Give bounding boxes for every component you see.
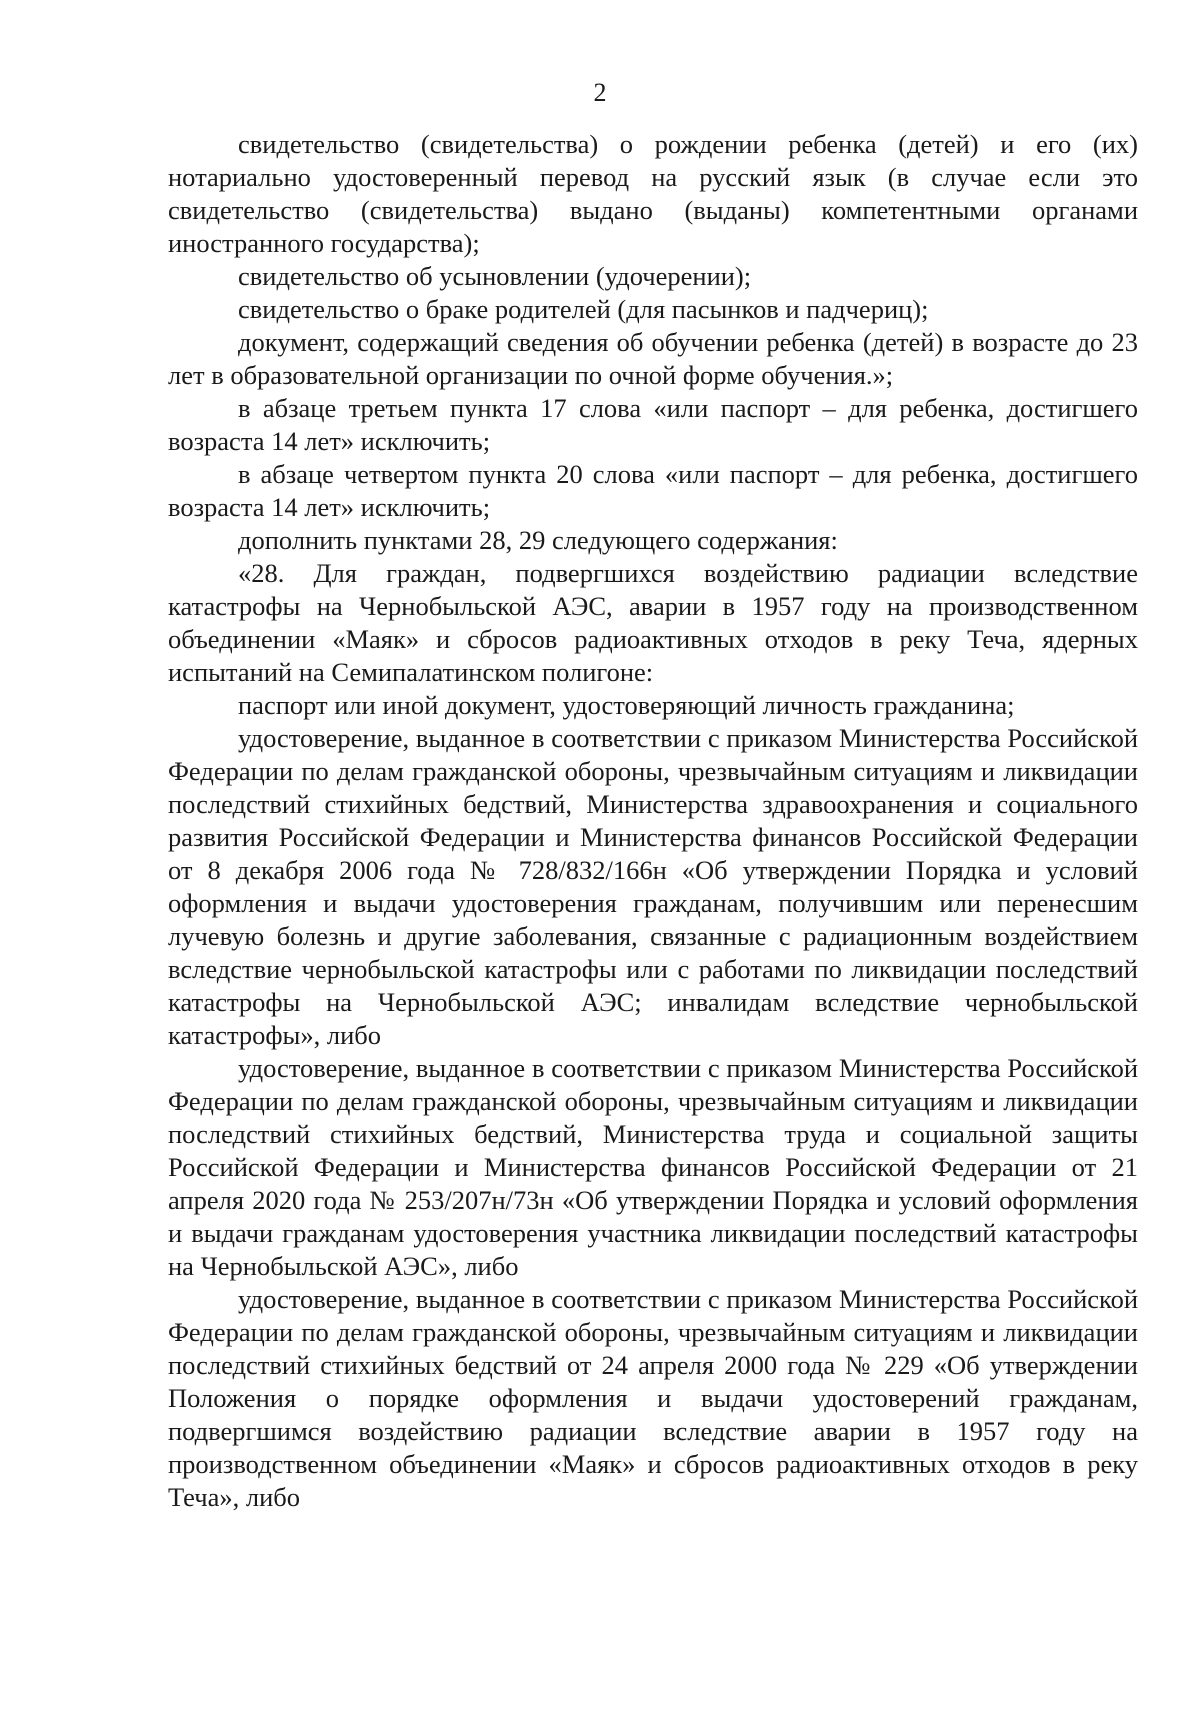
paragraph-add-items: дополнить пунктами 28, 29 следующего содержания: — [238, 525, 838, 555]
paragraph-item-28: «28. Для граждан, подвергшихся воздействию радиации вследствие катастрофы на Чернобыльской АЭС, аварии в 1957 году на производственном объединении «Маяк» и сбросов радиоактивных отходов в реку Теча, ядерных испытаний на Семипалатинском полигоне: — [168, 558, 1138, 687]
paragraph-birth-certificate: свидетельство (свидетельства) о рождении ребенка (детей) и его (их) нотариально удостоверенный перевод на русский язык (в случае если это свидетельство (свидетельства) выдано (выданы) компетентными органами иностранного государства); — [168, 129, 1138, 258]
paragraph-certificate-2000: удостоверение, выданное в соответствии с приказом Министерства Российской Федерации по делам гражданской обороны, чрезвычайным ситуациям и ликвидации последствий стихийных бедствий от 24 апреля 2000 года № 229 «Об утверждении Положения о порядке оформления и выдачи удостоверений гражданам, подвергшимся воздействию радиации вследствие аварии в 1957 году на производственном объединении «Маяк» и сбросов радиоактивных отходов в реку Теча», либо — [168, 1284, 1138, 1512]
document-body — [168, 128, 1138, 1514]
paragraph-passport: паспорт или иной документ, удостоверяющий личность гражданина; — [238, 690, 1015, 720]
paragraph-item-20-amendment: в абзаце четвертом пункта 20 слова «или паспорт – для ребенка, достигшего возраста 14 лет» исключить; — [168, 459, 1138, 522]
paragraph-certificate-2006: удостоверение, выданное в соответствии с приказом Министерства Российской Федерации по делам гражданской обороны, чрезвычайным ситуациям и ликвидации последствий стихийных бедствий, Министерства здравоохранения и социального развития Российской Федерации и Министерства финансов Российской Федерации от 8 декабря 2006 года № 728/832/166н «Об утверждении Порядка и условий оформления и выдачи удостоверения гражданам, получившим или перенесшим лучевую болезнь и другие заболевания, связанные с радиационным воздействием вследствие чернобыльской катастрофы или с работами по ликвидации последствий катастрофы на Чернобыльской АЭС; инвалидам вследствие чернобыльской катастрофы», либо — [168, 723, 1138, 1050]
paragraph-item-17-amendment: в абзаце третьем пункта 17 слова «или паспорт – для ребенка, достигшего возраста 14 лет» исключить; — [168, 393, 1138, 456]
page-number: 2 — [593, 78, 607, 107]
paragraph-marriage-certificate: свидетельство о браке родителей (для пасынков и падчериц); — [238, 294, 929, 324]
paragraph-certificate-2020: удостоверение, выданное в соответствии с приказом Министерства Российской Федерации по делам гражданской обороны, чрезвычайным ситуациям и ликвидации последствий стихийных бедствий, Министерства труда и социальной защиты Российской Федерации и Министерства финансов Российской Федерации от 21 апреля 2020 года № 253/207н/73н «Об утверждении Порядка и условий оформления и выдачи гражданам удостоверения участника ликвидации последствий катастрофы на Чернобыльской АЭС», либо — [168, 1053, 1138, 1281]
paragraph-adoption-certificate: свидетельство об усыновлении (удочерении); — [238, 261, 752, 291]
paragraph-education-document: документ, содержащий сведения об обучении ребенка (детей) в возрасте до 23 лет в образовательной организации по очной форме обучения.»; — [168, 327, 1138, 390]
